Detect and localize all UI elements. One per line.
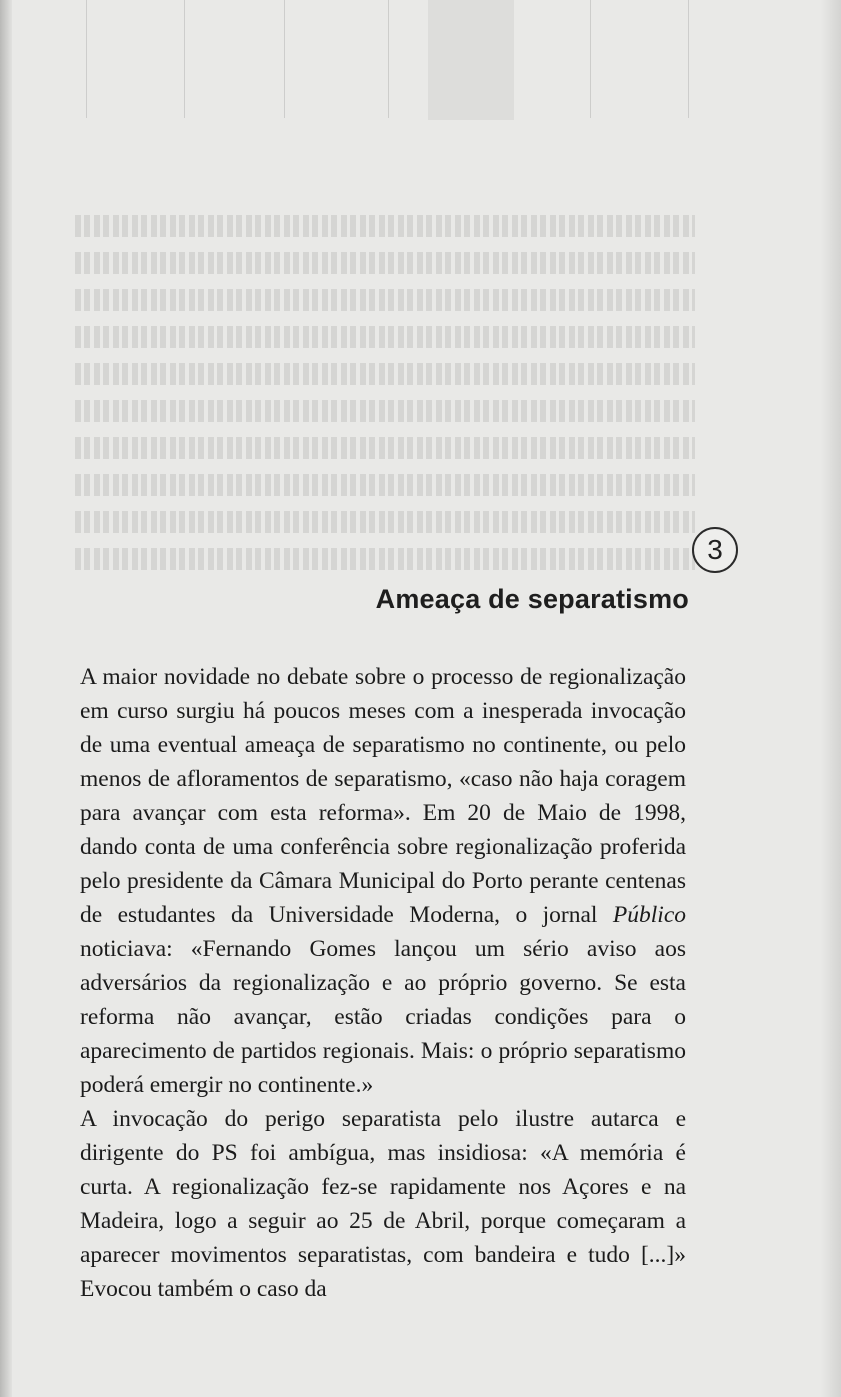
body-text	[80, 660, 686, 1306]
page-right-shadow	[821, 0, 841, 1397]
paragraph-text: noticiava: «Fernando Gomes lançou um sério aviso aos adversários da regionalização e ao próprio governo. Se esta reforma não avançar, estão criadas condições para o aparecimento de partidos regionais. Mais: o próprio separatismo poderá emergir no continente.»	[80, 936, 686, 1098]
show-through-text	[75, 215, 695, 585]
section-number: 3	[707, 534, 723, 565]
section-heading: Ameaça de separatismo	[375, 584, 689, 614]
paragraph-text: A maior novidade no debate sobre o processo de regionalização em curso surgiu há poucos meses com a inesperada invocação de uma eventual ameaça de separatismo no continente, ou pelo menos de afloramentos de separatismo, «caso não haja coragem para avançar com esta reforma». Em 20 de Maio de 1998, dando conta de uma conferência sobre regionalização proferida pelo presidente da Câmara Municipal do Porto perante centenas de estudantes da Universidade Moderna, o jornal	[80, 664, 686, 928]
section-number-badge	[692, 527, 738, 573]
newspaper-title: Público	[612, 902, 686, 928]
show-through-table	[40, 0, 690, 120]
paragraph	[80, 660, 686, 1102]
paragraph: A invocação do perigo separatista pelo ilustre autarca e dirigente do PS foi ambígua, mas insidiosa: «A memória é curta. A regionalização fez-se rapidamente nos Açores e na Madeira, logo a seguir ao 25 de Abril, porque começaram a aparecer movimentos separatistas, com bandeira e tudo [...]» Evocou também o caso da	[80, 1106, 686, 1302]
page-binding-edge	[0, 0, 12, 1397]
